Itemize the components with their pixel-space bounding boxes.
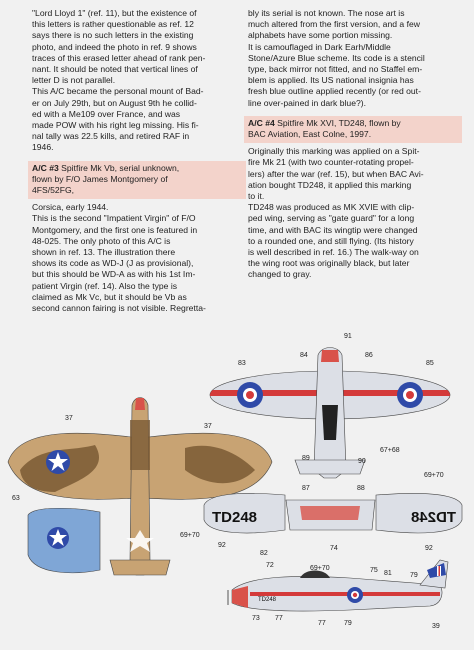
text-line: It is camouflaged in Dark Earh/Middle (248, 41, 391, 52)
text-line: Corsica, early 1944. (32, 202, 109, 213)
text-line: nant. It should be noted that vertical lines of (32, 64, 198, 75)
callout-77-right: 77 (318, 620, 326, 627)
callout-39: 39 (432, 623, 440, 630)
text-line: second cannon fairing is not visible. Regretta- (32, 303, 206, 314)
text-line: patient Virgin (ref. 14). Also the type is (32, 280, 178, 291)
callout-92-left: 92 (218, 542, 226, 549)
text-line: "Lord Lloyd 1" (ref. 11), but the existence of (32, 8, 197, 18)
callout-69-70-c: 69+70 (310, 565, 330, 572)
callout-91: 91 (344, 333, 352, 340)
callout-77-left: 77 (275, 615, 283, 622)
text-line: ped wing, serving as "gate guard" for a long (248, 213, 415, 224)
underwing-serial-right: TD248 (410, 509, 456, 526)
text-line: Stone/Azure Blue scheme. Its code is a stencil (248, 52, 425, 63)
callout-85: 85 (426, 360, 434, 367)
text-line: blem is applied. Its US national insignia has (248, 75, 414, 86)
text-line: photo, and indeed the photo in ref. 9 shows (32, 41, 197, 52)
callout-81: 81 (384, 570, 392, 577)
callout-86: 86 (365, 352, 373, 359)
text-line: ed with a Me109 over France, and was (32, 108, 181, 119)
text-line: much altered from the first version, and a few (248, 19, 420, 30)
underwing-serial-left: TD248 (212, 509, 258, 526)
text-line: traces of this erased letter ahead of rank pen- (32, 52, 206, 63)
callout-88: 88 (357, 485, 365, 492)
callout-37-left: 37 (65, 415, 73, 422)
callout-84: 84 (300, 352, 308, 359)
fuselage-serial: TD248 (258, 597, 277, 603)
text-line: alphabets have some portion missing. (248, 30, 393, 41)
text-line: time, and with BAC its wingtip were changed (248, 224, 418, 235)
spitfire-td248-side-view (228, 560, 448, 611)
callout-92-right: 92 (425, 545, 433, 552)
text-line: made POW with his right leg missing. His fi- (32, 120, 199, 131)
heading-ac3-tag: A/C #3 (32, 162, 59, 173)
text-line: Montgomery, and the first one is featured in (32, 224, 198, 235)
text-line: line over-pained in dark blue?). (248, 97, 366, 108)
text-line: to a rounded one, and still flying. (Its history (248, 235, 414, 246)
callout-90: 90 (358, 458, 366, 465)
text-line: This is the second "Impatient Virgin" of F/O (32, 213, 196, 224)
text-line: fresh blue outline applied recently (or red out- (248, 86, 421, 97)
text-line: changed to gray. (248, 269, 312, 280)
spitfire-td248-underside-wings (204, 493, 462, 533)
heading-ac3-line1: Spitfire Mk Vb, serial unknown, (58, 162, 180, 173)
text-line: fire Mk 21 (with two counter-rotating propel- (248, 157, 414, 168)
text-line: shown in ref. 13. The illustration there (32, 247, 176, 258)
heading-ac4-tag: A/C #4 (248, 117, 275, 128)
callout-87: 87 (302, 485, 310, 492)
text-line: type, back mirror not fitted, and no Staffel em- (248, 64, 423, 75)
text-line: lers) after the war (ref. 15), but when BAC Avi- (248, 168, 424, 179)
text-line: nal tally was 22.5 kills, and retired RAF in (32, 131, 190, 142)
text-line: to it. (248, 191, 265, 202)
callout-79-bottom: 79 (344, 620, 352, 627)
callout-89: 89 (302, 455, 310, 462)
callout-37-right: 37 (204, 423, 212, 430)
callout-73: 73 (252, 615, 260, 622)
text-line: is well described in ref. 16.) The walk-way on (248, 247, 419, 258)
text-line: bly its serial is not known. The nose art is (248, 8, 405, 18)
spitfire-mkvb-underside-wing (28, 508, 100, 573)
callout-63: 63 (12, 495, 20, 502)
callout-79-top: 79 (410, 572, 418, 579)
callout-69-70-a: 69+70 (180, 532, 200, 539)
heading-ac3-line2: flown by F/O James Montgomery of (32, 173, 168, 184)
text-line: 1946. (32, 142, 54, 153)
text-line: letter D is not parallel. (32, 75, 116, 86)
callout-69-70-b: 69+70 (424, 472, 444, 479)
heading-ac3-line3: 4FS/52FG, (32, 185, 75, 196)
text-line: This A/C became the personal mount of Bad- (32, 86, 204, 97)
heading-ac4-line2: BAC Aviation, East Colne, 1997. (248, 129, 372, 140)
text-line: says there is no such letters in the existing (32, 30, 194, 41)
text-line: this letters is rather questionable as ref. 12 (32, 19, 194, 30)
text-line: but this should be WD-A as with his 1st Im- (32, 269, 196, 280)
text-line: claimed as Mk Vc, but it should be Vb as (32, 291, 187, 302)
text-line: the wing root was originally black, but later (248, 258, 410, 269)
text-line: Originally this marking was applied on a Spit- (248, 146, 420, 157)
text-line: 48-025. The only photo of this A/C is (32, 235, 171, 246)
text-line: ation bought TD248, it applied this marking (248, 179, 412, 190)
heading-ac4-line1: Spitfire Mk XVI, TD248, flown by (274, 117, 401, 128)
text-line: TD248 was produced as MK XVIE with clip- (248, 202, 415, 213)
callout-75: 75 (370, 567, 378, 574)
callout-82: 82 (260, 550, 268, 557)
text-line: er on July 29th, but on August 9th he collid- (32, 97, 197, 108)
text-line: shows its code as WD-J (J as provisional), (32, 258, 194, 269)
callout-72: 72 (266, 562, 274, 569)
callout-83: 83 (238, 360, 246, 367)
callout-67-68: 67+68 (380, 447, 400, 454)
callout-74: 74 (330, 545, 338, 552)
